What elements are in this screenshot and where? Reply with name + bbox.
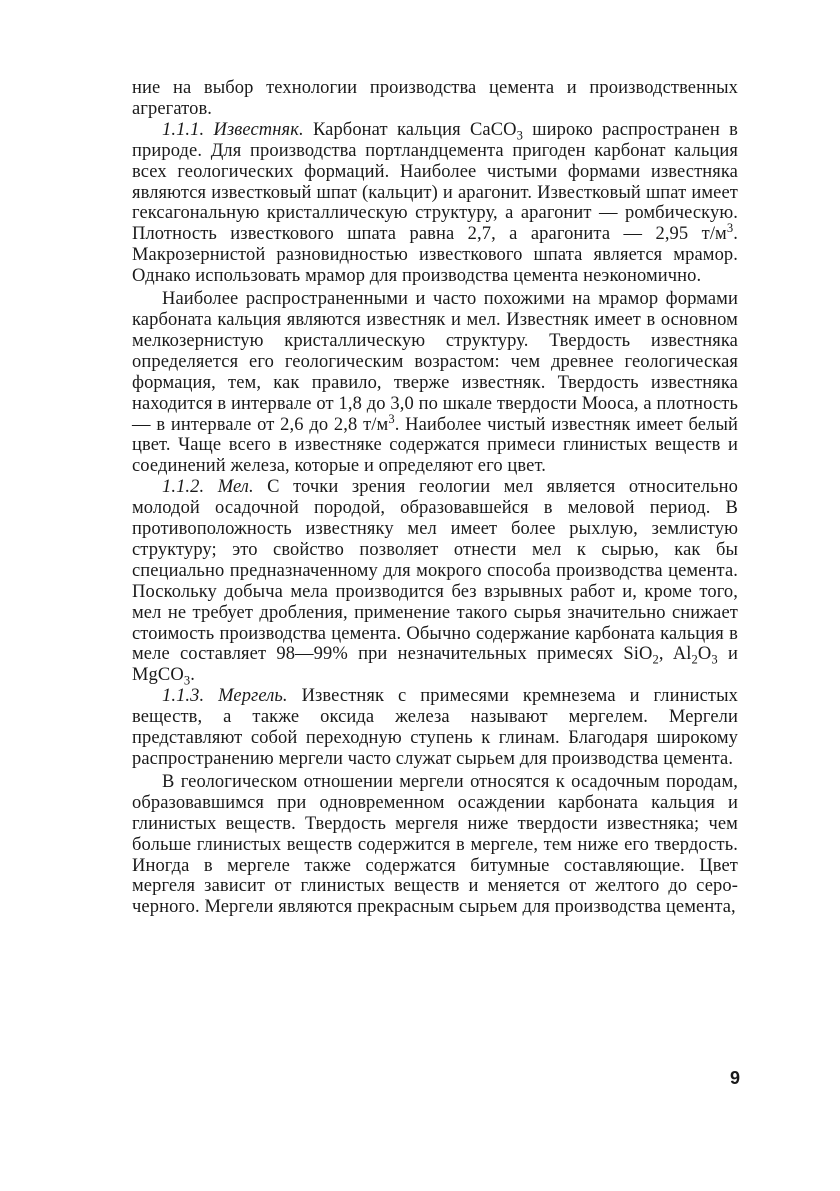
page-body: [132, 78, 738, 918]
section-heading: 1.1.2. Мел.: [162, 477, 254, 498]
section-chalk: 1.1.2. Мел. С точки зрения геологии мел является относительно молодой осадочной породой, образовавшейся в меловой период. В противоположность известняку мел имеет более рыхлую, землистую структуру; это свойство позволяет отнести мел к сырью, как бы специально предназначенному для мокрого способа производства цемента. Поскольку добыча мела производится без взрывных работ и, кроме того, мел не требует дробления, применение такого сырья значительно снижает стоимость производства цемента. Обычно содержание карбоната кальция в меле составляет 98—99% при незначительных примесях SiO$_2$, $Al_2O_3$ и MgCO$_3$.: [132, 477, 738, 689]
paragraph-limestone-structure: Наиболее распространенными и часто похожими на мрамор формами карбоната кальция являются известняк и мел. Известняк имеет в основном мелкозернистую кристаллическую структуру. Твердость известняка определяется его геологическим возрастом: чем древнее геологическая формация, тем, как правило, тверже известняк. Твердость известняка находится в интервале от 1,8 до 3,0 по шкале твердости Мооса, а плотность — в интервале от 2,6 до 2,8 $т/м^3$. Наиболее чистый известняк имеет белый цвет. Чаще всего в известняке содержатся примеси глинистых веществ и соединений железа, которые и определяют его цвет.: [132, 289, 738, 477]
section-heading: 1.1.1. Известняк.: [162, 119, 304, 140]
continuation-paragraph: ние на выбор технологии производства цемента и производственных агрегатов.: [132, 78, 738, 119]
section-limestone: 1.1.1. Известняк. Карбонат кальция CaCO$_3$ широко распространен в природе. Для производства портландцемента пригоден карбонат кальция всех геологических формаций. Наиболее чистыми формами известняка являются известковый шпат (кальцит) и арагонит. Известковый шпат имеет гексагональную кристаллическую структуру, а арагонит — ромбическую. Плотность известкового шпата равна 2,7, а арагонита — 2,95 $т/м^3$. Макрозернистой разновидностью известкового шпата является мрамор. Однако использовать мрамор для производства цемента неэкономично.: [132, 119, 738, 287]
section-marl: 1.1.3. Мергель. Известняк с примесями кремнезема и глинистых веществ, а также оксида железа называют мергелем. Мергели представляют собой переходную ступень к глинам. Благодаря широкому распространению мергели часто служат сырьем для производства цемента.: [132, 686, 738, 769]
page-number: 9: [730, 1068, 741, 1088]
paragraph-marl-geology: В геологическом отношении мергели относятся к осадочным породам, образовавшимся при одновременном осаждении карбоната кальция и глинистых веществ. Твердость мергеля ниже твердости известняка; чем больше глинистых веществ содержится в мергеле, тем ниже его твердость. Иногда в мергеле также содержатся битумные составляющие. Цвет мергеля зависит от глинистых веществ и меняется от желтого до серо-черного. Мергели являются прекрасным сырьем для производства цемента,: [132, 771, 738, 918]
section-heading: 1.1.3. Мергель.: [162, 686, 288, 707]
